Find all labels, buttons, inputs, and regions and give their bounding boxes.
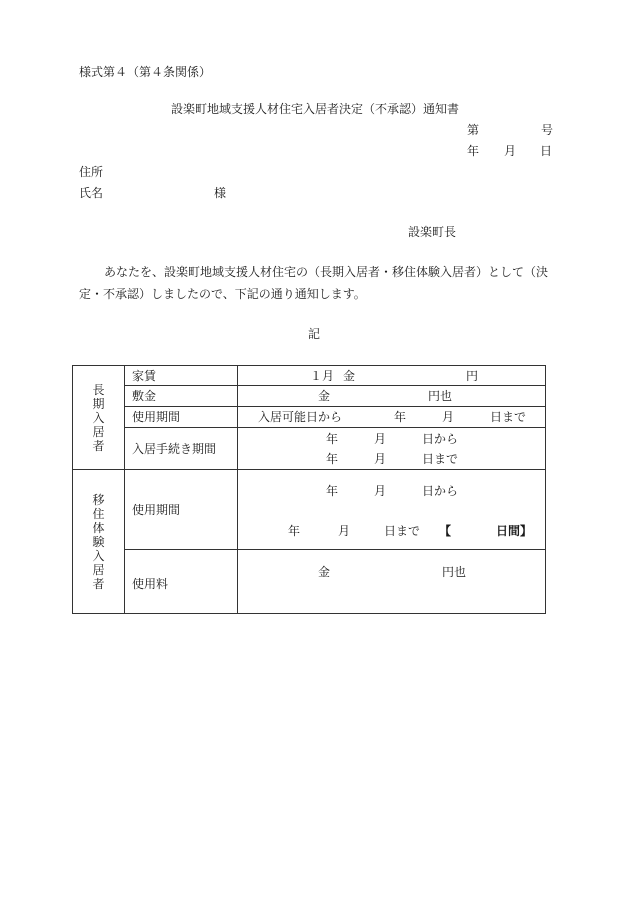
trial-days: 日間】: [496, 524, 533, 538]
vertical-char: 住: [92, 506, 105, 521]
number-suffix: 号: [541, 123, 554, 137]
fee-label: 使用料: [132, 577, 169, 591]
procedure-period-value: [238, 428, 546, 470]
trial-period-value: [238, 470, 546, 550]
procedure-year-2: 年: [326, 452, 339, 466]
usage-year: 年: [394, 410, 407, 424]
body-line-1: あなたを、設楽町地域支援人材住宅の（長期入居者・移住体験入居者）として（決: [104, 265, 549, 279]
procedure-from: 日から: [422, 432, 459, 446]
vertical-char: 者: [92, 438, 105, 453]
vertical-char: 居: [92, 424, 105, 439]
usage-period-label: 使用期間: [125, 407, 238, 428]
trial-bracket-open: 【: [439, 524, 452, 538]
trial-until: 日まで: [384, 524, 421, 538]
vertical-char: 体: [92, 520, 105, 535]
table-row-usage-period: [73, 407, 546, 428]
number-prefix: 第: [467, 123, 480, 137]
procedure-year-1: 年: [326, 432, 339, 446]
vertical-char: 期: [92, 396, 105, 411]
trial-period-label: 使用期間: [125, 470, 238, 550]
honorific: 様: [214, 186, 227, 200]
vertical-char: 居: [92, 562, 105, 577]
trial-year-1: 年: [326, 484, 339, 498]
deposit-kin: 金: [318, 389, 331, 403]
rent-yen: 円: [466, 369, 479, 383]
table-row-trial-period: [73, 470, 546, 550]
rent-value: [238, 366, 546, 386]
body-line-2: 定・不承認）しましたので、下記の通り通知します。: [79, 287, 366, 301]
vertical-char: 長: [92, 382, 105, 397]
trial-year-2: 年: [288, 524, 301, 538]
table-row-deposit: [73, 386, 546, 407]
form-reference: 様式第４（第４条関係）: [79, 65, 212, 79]
procedure-until: 日まで: [422, 452, 459, 466]
rent-label: 家賃: [125, 366, 238, 386]
usage-month: 月: [442, 410, 455, 424]
deposit-label: 敷金: [125, 386, 238, 407]
issuer: 設楽町長: [408, 225, 457, 239]
table-row-rent: [73, 366, 546, 386]
date-month: 月: [504, 144, 517, 158]
vertical-char: 入: [92, 410, 105, 425]
procedure-month-1: 月: [374, 432, 387, 446]
name-label: 氏名: [79, 186, 104, 200]
fee-yen-nari: 円也: [442, 565, 467, 579]
vertical-char: 験: [92, 534, 105, 549]
usage-from: 入居可能日から: [258, 410, 343, 424]
deposit-value: [238, 386, 546, 407]
trial-group-label: [73, 470, 125, 614]
rent-month: １月: [310, 369, 335, 383]
deposit-yen-nari: 円也: [428, 389, 453, 403]
fee-value: [238, 550, 546, 614]
date-day: 日: [540, 144, 553, 158]
trial-from: 日から: [422, 484, 459, 498]
table-row-fee: [73, 550, 546, 614]
long-term-group-label: [73, 366, 125, 470]
ki-heading: 記: [308, 327, 321, 341]
procedure-period-label: 入居手続き期間: [125, 428, 238, 470]
procedure-month-2: 月: [374, 452, 387, 466]
usage-period-value: [238, 407, 546, 428]
trial-month-1: 月: [374, 484, 387, 498]
vertical-char: 入: [92, 548, 105, 563]
document-title: 設楽町地域支援人材住宅入居者決定（不承認）通知書: [171, 102, 460, 116]
date-year: 年: [467, 144, 480, 158]
fee-kin: 金: [318, 565, 331, 579]
vertical-char: 者: [92, 576, 105, 591]
fee-label-cell: [125, 550, 238, 614]
table-row-procedure-period: [73, 428, 546, 470]
address-label: 住所: [79, 165, 104, 179]
vertical-char: 移: [92, 492, 105, 507]
trial-month-2: 月: [338, 524, 351, 538]
detail-table: [72, 365, 546, 614]
usage-until: 日まで: [490, 410, 527, 424]
rent-kin: 金: [343, 369, 356, 383]
